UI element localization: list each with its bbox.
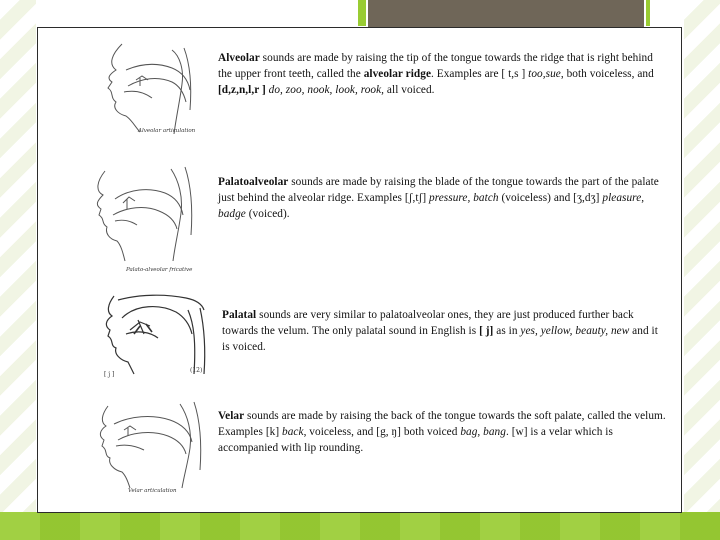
palatal-text-1: sounds are very similar to palatoalveolar ones, they are just produced further back towards the velum. The only palatal sound in English is: [222, 309, 634, 338]
velar-voiceless-symbol: [k]: [265, 426, 280, 439]
palatal-words: yes, yellow, beauty, new: [520, 325, 630, 338]
alveolar-voiceless-symbols: [ t,s ]: [501, 68, 526, 81]
palatal-symbol: [ j]: [479, 325, 494, 338]
left-decor-band: [0, 0, 36, 540]
velar-voiceless-words: back: [282, 426, 304, 439]
alveolar-ridge-term: alveolar ridge: [363, 68, 432, 81]
palatoalveolar-text-2: (voiceless) and: [498, 192, 574, 205]
velar-voiced-symbols: [g, ŋ]: [376, 426, 401, 439]
alveolar-text-1: sounds are made by raising the tip of the tongue towards the ridge that is right behind the upper front teeth, called the: [218, 52, 653, 81]
bottom-green-texture: [0, 512, 720, 540]
palatal-diagram-image: [100, 290, 212, 375]
alveolar-voiced-symbols: [d,z,n,l,r ]: [218, 84, 266, 97]
alveolar-paragraph: [218, 50, 658, 99]
palatoalveolar-voiceless-words: pressure, batch: [429, 192, 499, 205]
velar-term: Velar: [218, 410, 245, 422]
velar-caption: Velar articulation: [128, 488, 177, 494]
velar-text-5: is a velar which is accompanied with lip rounding.: [218, 426, 613, 455]
palatoalveolar-diagram-image: [93, 163, 203, 263]
palatoalveolar-text-1: sounds are made by raising the blade of the tongue towards the part of the palate just behind the alveolar ridge. Examples: [218, 176, 659, 205]
velar-text-1: sounds are made by raising the back of the tongue towards the soft palate, called the velum. Examples: [218, 410, 666, 439]
palatoalveolar-voiced-words: pleasure, badge: [218, 192, 645, 221]
palatal-term: Palatal: [222, 309, 257, 321]
palatal-text-3: and it is voiced.: [222, 325, 658, 354]
alveolar-voiced-words: do, zoo, nook, look, rook,: [268, 84, 385, 97]
velar-text-4: .: [505, 426, 512, 439]
alveolar-voiceless-words: too,sue: [528, 68, 561, 81]
palatal-caption-left: [ j ]: [104, 371, 115, 378]
content-card: [37, 27, 682, 513]
palatoalveolar-text-3: (voiced).: [245, 208, 290, 221]
velar-paragraph: [218, 408, 666, 457]
velar-text-3: both voiced: [400, 426, 461, 439]
palatoalveolar-caption: Palato-alveolar fricative: [126, 267, 193, 273]
alveolar-text-2: . Examples are: [431, 68, 502, 81]
velar-diagram-image: [96, 400, 211, 490]
alveolar-text-4: all voiced.: [384, 84, 435, 97]
velar-w-symbol: [w]: [511, 426, 528, 439]
velar-text-2: , voiceless, and: [303, 426, 377, 439]
right-decor-band: [684, 0, 720, 540]
alveolar-caption: Alveolar articulation: [138, 128, 196, 134]
palatal-text-2: as in: [493, 325, 521, 338]
alveolar-text-3: , both voiceless, and: [560, 68, 654, 81]
palatal-caption-right: (12): [190, 367, 203, 374]
palatoalveolar-voiced-symbols: [ʒ,dʒ]: [573, 192, 600, 205]
palatoalveolar-term: Palatoalveolar: [218, 176, 289, 188]
velar-voiced-words: bag, bang: [460, 426, 506, 439]
alveolar-diagram-image: [96, 40, 216, 135]
alveolar-term: Alveolar: [218, 52, 260, 64]
palatoalveolar-paragraph: [218, 174, 666, 223]
palatal-paragraph: [222, 307, 662, 356]
palatoalveolar-voiceless-symbols: [ʃ,tʃ]: [404, 192, 427, 205]
